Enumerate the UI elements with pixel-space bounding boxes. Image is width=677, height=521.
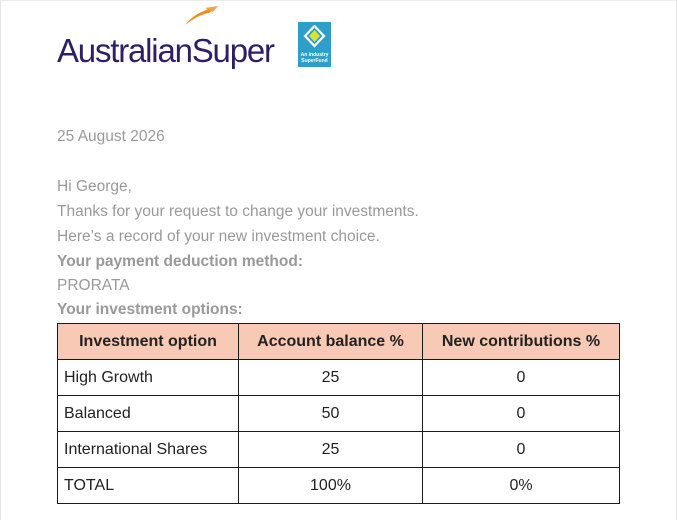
- row-new-contributions: 0: [423, 396, 620, 432]
- deduction-value: PRORATA: [57, 277, 130, 294]
- logo-wordmark: AustralianSuper: [57, 32, 274, 69]
- body-line-1: Thanks for your request to change your investments.: [57, 203, 419, 220]
- table-total-row: [58, 468, 620, 504]
- swoosh-icon: [183, 5, 219, 27]
- row-option-name: High Growth: [58, 360, 239, 396]
- investment-table: [57, 323, 620, 504]
- header-account-balance: Account balance %: [239, 324, 423, 360]
- total-new-contributions: 0%: [423, 468, 620, 504]
- deduction-heading: Your payment deduction method:: [57, 253, 303, 270]
- row-account-balance: 25: [239, 432, 423, 468]
- diamond-icon: [303, 25, 326, 52]
- greeting: Hi George,: [57, 178, 132, 195]
- row-account-balance: 25: [239, 360, 423, 396]
- table-row: [58, 360, 620, 396]
- industry-superfund-badge: [298, 22, 331, 67]
- table-header-row: [58, 324, 620, 360]
- row-account-balance: 50: [239, 396, 423, 432]
- badge-line-2: SuperFund: [301, 58, 328, 64]
- options-heading: Your investment options:: [57, 301, 243, 318]
- header-investment-option: Investment option: [58, 324, 239, 360]
- australiansuper-logo: [57, 17, 274, 69]
- badge-line-1: An industry: [300, 52, 329, 58]
- total-account-balance: 100%: [239, 468, 423, 504]
- table-row: [58, 396, 620, 432]
- total-label: TOTAL: [58, 468, 239, 504]
- row-option-name: Balanced: [58, 396, 239, 432]
- row-new-contributions: 0: [423, 360, 620, 396]
- email-date: 25 August 2026: [57, 128, 165, 145]
- header-new-contributions: New contributions %: [423, 324, 620, 360]
- table-row: [58, 432, 620, 468]
- body-line-2: Here’s a record of your new investment choice.: [57, 228, 380, 245]
- row-new-contributions: 0: [423, 432, 620, 468]
- row-option-name: International Shares: [58, 432, 239, 468]
